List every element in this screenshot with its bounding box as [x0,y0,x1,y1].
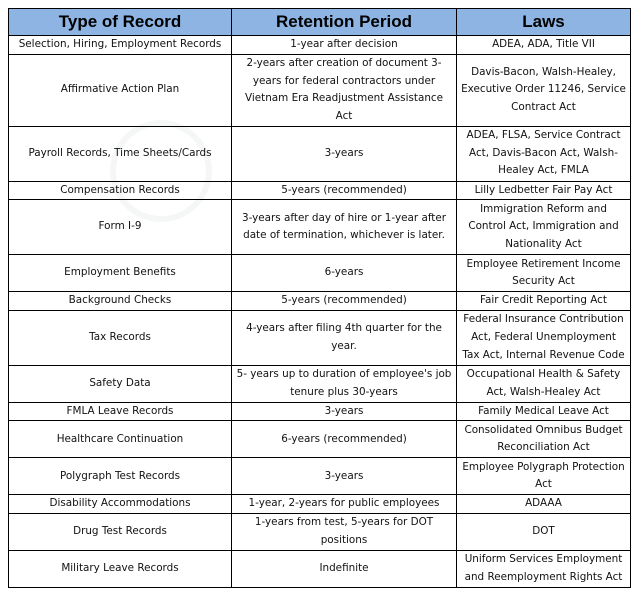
table-row [9,126,631,181]
cell-type: Safety Data [9,365,232,402]
table-row [9,458,631,495]
cell-period: 5-years (recommended) [232,292,457,311]
table-row [9,36,631,55]
table-row [9,200,631,255]
table-row [9,513,631,550]
records-table-container [8,8,630,588]
cell-type: Employment Benefits [9,255,232,292]
cell-period: 2-years after creation of document 3-years for federal contractors under Vietnam Era Readjustment Assistance Act [232,54,457,126]
records-retention-table [8,8,631,588]
cell-type: Payroll Records, Time Sheets/Cards [9,126,232,181]
cell-type: Polygraph Test Records [9,458,232,495]
cell-period: 1-year, 2-years for public employees [232,495,457,514]
cell-period: 6-years (recommended) [232,421,457,458]
table-row [9,421,631,458]
cell-laws: ADAAA [457,495,631,514]
cell-period: Indefinite [232,550,457,587]
cell-type: Disability Accommodations [9,495,232,514]
cell-laws: Family Medical Leave Act [457,402,631,421]
cell-laws: Occupational Health & Safety Act, Walsh-Healey Act [457,365,631,402]
cell-period: 1-years from test, 5-years for DOT positions [232,513,457,550]
header-type-of-record: Type of Record [9,9,232,36]
header-laws: Laws [457,9,631,36]
cell-laws: Employee Retirement Income Security Act [457,255,631,292]
cell-period: 1-year after decision [232,36,457,55]
cell-type: Healthcare Continuation [9,421,232,458]
cell-laws: Consolidated Omnibus Budget Reconciliation Act [457,421,631,458]
header-row [9,9,631,36]
cell-period: 5-years (recommended) [232,181,457,200]
header-retention-period: Retention Period [232,9,457,36]
cell-period: 3-years after day of hire or 1-year after date of termination, whichever is later. [232,200,457,255]
cell-period: 5- years up to duration of employee's job tenure plus 30-years [232,365,457,402]
cell-laws: ADEA, FLSA, Service Contract Act, Davis-Bacon Act, Walsh-Healey Act, FMLA [457,126,631,181]
cell-period: 3-years [232,458,457,495]
cell-period: 3-years [232,126,457,181]
table-row [9,402,631,421]
cell-period: 4-years after filing 4th quarter for the year. [232,310,457,365]
cell-laws: DOT [457,513,631,550]
cell-laws: Federal Insurance Contribution Act, Federal Unemployment Tax Act, Internal Revenue Code [457,310,631,365]
table-row [9,310,631,365]
cell-type: Form I-9 [9,200,232,255]
table-row [9,54,631,126]
cell-period: 6-years [232,255,457,292]
table-row [9,550,631,587]
cell-laws: Employee Polygraph Protection Act [457,458,631,495]
cell-type: Military Leave Records [9,550,232,587]
cell-type: Compensation Records [9,181,232,200]
cell-laws: Uniform Services Employment and Reemployment Rights Act [457,550,631,587]
cell-type: Background Checks [9,292,232,311]
cell-type: Affirmative Action Plan [9,54,232,126]
table-row [9,181,631,200]
cell-type: Drug Test Records [9,513,232,550]
cell-laws: ADEA, ADA, Title VII [457,36,631,55]
table-row [9,292,631,311]
table-row [9,495,631,514]
cell-laws: Lilly Ledbetter Fair Pay Act [457,181,631,200]
cell-type: Selection, Hiring, Employment Records [9,36,232,55]
cell-laws: Davis-Bacon, Walsh-Healey, Executive Order 11246, Service Contract Act [457,54,631,126]
table-row [9,365,631,402]
cell-laws: Immigration Reform and Control Act, Immigration and Nationality Act [457,200,631,255]
cell-type: Tax Records [9,310,232,365]
cell-laws: Fair Credit Reporting Act [457,292,631,311]
table-row [9,255,631,292]
cell-type: FMLA Leave Records [9,402,232,421]
cell-period: 3-years [232,402,457,421]
